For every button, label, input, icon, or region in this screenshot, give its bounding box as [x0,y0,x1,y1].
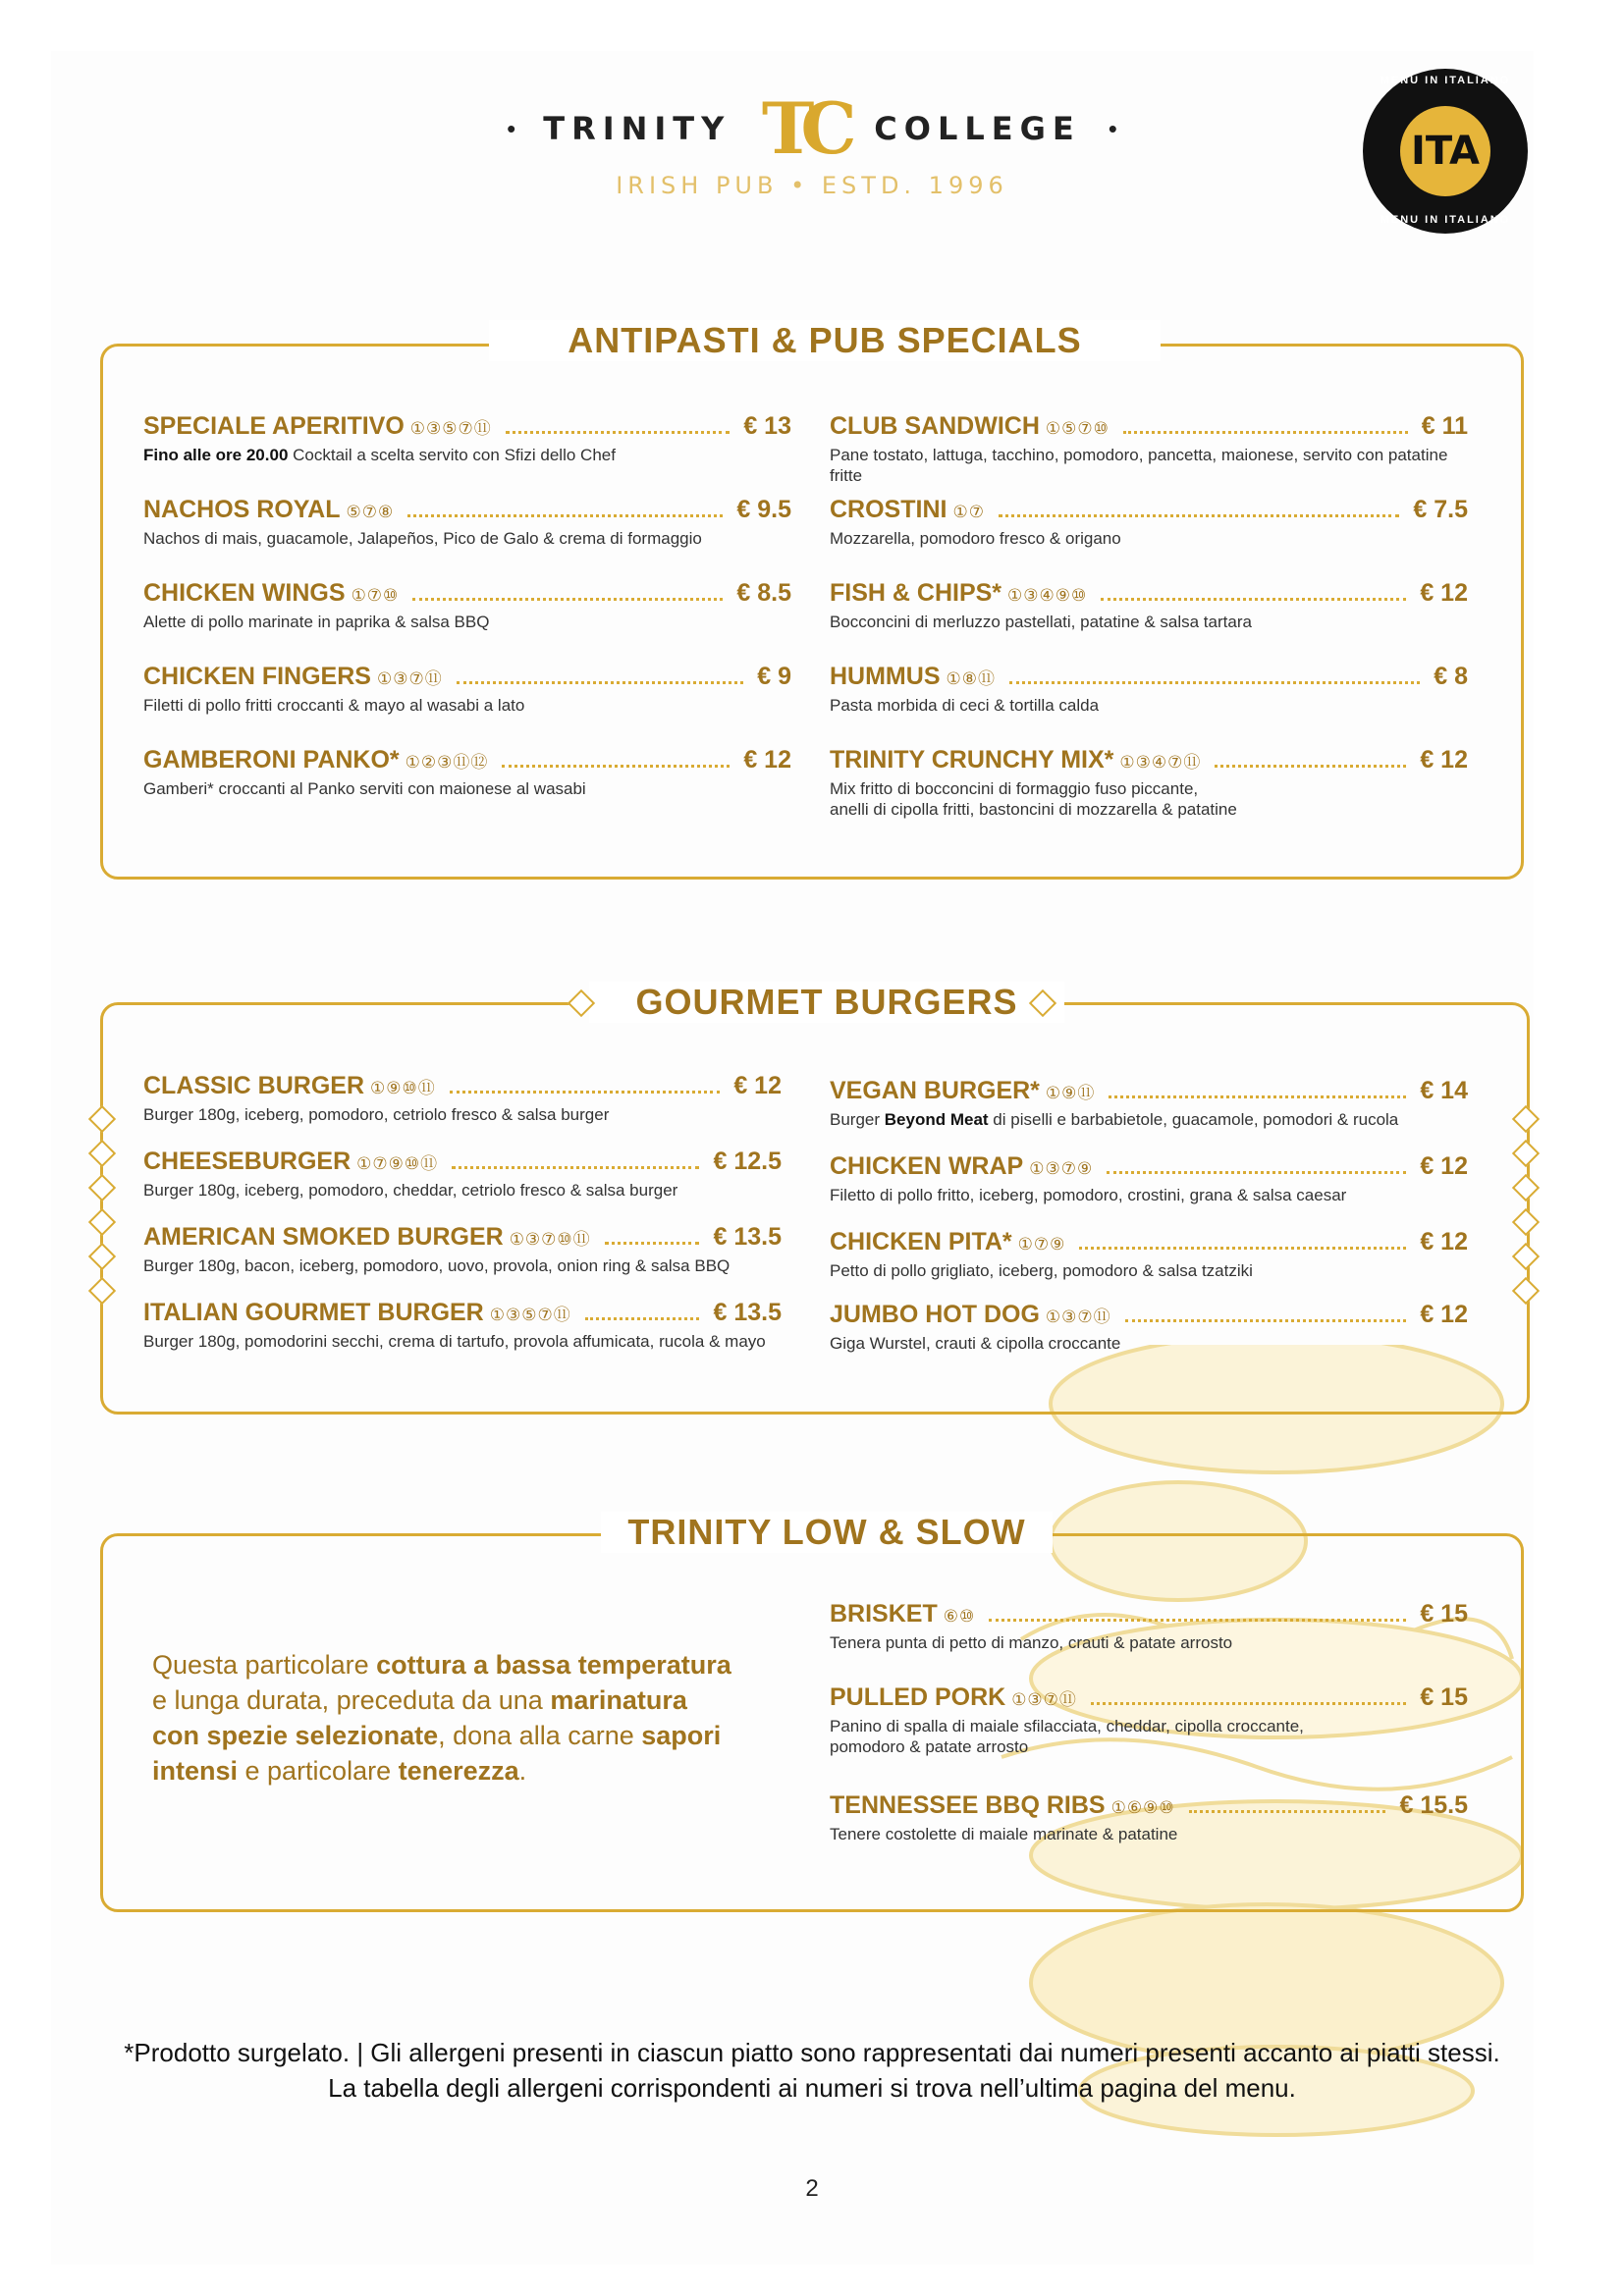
item-name: CHEESEBURGER [143,1148,352,1175]
allergen-icons: ①③④⑦⑪ [1119,753,1202,772]
item-name: JUMBO HOT DOG [830,1301,1040,1328]
menu-item [830,496,1468,549]
item-name: HUMMUS [830,663,941,690]
item-name: CLUB SANDWICH [830,412,1040,440]
item-name: AMERICAN SMOKED BURGER [143,1223,504,1251]
item-desc-text: Cocktail a scelta servito con Sfizi dello Chef [293,446,616,464]
item-name: PULLED PORK [830,1683,1006,1711]
item-description [830,1333,1468,1354]
dot-leader [585,1317,700,1320]
item-description [830,1632,1468,1653]
item-name: NACHOS ROYAL [143,496,341,523]
item-desc-text: Pane tostato, lattuga, tacchino, pomodoro, pancetta, maionese, servito con patatine fritte [830,446,1448,485]
menu-item [143,1148,782,1201]
dot-leader [407,514,723,517]
item-name: TRINITY CRUNCHY MIX* [830,746,1114,774]
allergen-icons: ①③⑦⑨ [1029,1159,1094,1178]
dot-leader [506,431,731,434]
item-description [143,1104,782,1125]
dot-leader [1091,1702,1406,1705]
badge-ring-bottom-text: MENU IN ITALIANO [1380,214,1511,226]
item-head [830,1228,1468,1256]
item-desc-text: Mix fritto di bocconcini di formaggio fuso piccante, [830,779,1199,798]
item-head [830,1152,1468,1181]
dot-leader [1123,431,1408,434]
item-desc-text: Burger 180g, iceberg, pomodoro, cetriolo fresco & salsa burger [143,1105,610,1124]
menu-item [830,1791,1468,1844]
item-head [830,579,1468,608]
item-head [830,1301,1468,1329]
badge-ring-top-text: MENU IN ITALIANO [1380,75,1511,86]
allergen-icons: ①⑥⑨⑩ [1110,1798,1175,1817]
bullet-dot: • [507,113,516,143]
item-head [143,1299,782,1327]
item-price: € 9.5 [736,496,791,523]
item-price: € 7.5 [1413,496,1468,523]
item-head [830,746,1468,774]
brand-left-word: TRINITY [543,110,731,147]
allergen-icons: ①③④⑨⑩ [1007,586,1088,605]
menu-item [830,1683,1468,1757]
item-description [143,778,791,799]
menu-item [830,1152,1468,1205]
allergen-icons: ①⑧⑪ [946,669,996,688]
item-price: € 13.5 [713,1223,782,1251]
allergen-icons: ①⑤⑦⑩ [1045,419,1110,438]
item-desc-text: Gamberi* croccanti al Panko serviti con maionese al wasabi [143,779,586,798]
item-price: € 15.5 [1399,1791,1468,1819]
item-name: CHICKEN WINGS [143,579,346,607]
menu-item [830,1301,1468,1354]
menu-item [830,1077,1468,1130]
item-desc-text: Giga Wurstel, crauti & cipolla croccante [830,1334,1121,1353]
menu-item [143,746,791,799]
dot-leader [605,1242,700,1245]
allergen-icons: ①③⑦⑩⑪ [509,1230,591,1249]
dot-leader [999,514,1399,517]
dot-leader [1009,681,1420,684]
menu-item [830,579,1468,632]
item-desc-text: Panino di spalla di maiale sfilacciata, cheddar, cipolla croccante, [830,1717,1304,1735]
allergen-icons: ①⑨⑪ [1045,1084,1096,1102]
allergen-icons: ①⑦⑩ [351,586,400,605]
item-price: € 8.5 [736,579,791,607]
menu-item [143,412,791,465]
item-price: € 12 [1420,1228,1468,1255]
dot-leader [1109,1095,1406,1098]
item-head [830,1600,1468,1629]
menu-item [830,412,1468,486]
item-price: € 12 [733,1072,782,1099]
item-head [830,1077,1468,1105]
item-name: TENNESSEE BBQ RIBS [830,1791,1106,1819]
item-description [830,445,1468,486]
allergen-icons: ①⑨⑩⑪ [370,1079,436,1097]
item-price: € 13.5 [713,1299,782,1326]
item-desc-text: Pasta morbida di ceci & tortilla calda [830,696,1100,715]
item-name: FISH & CHIPS* [830,579,1002,607]
antipasti-title: ANTIPASTI & PUB SPECIALS [489,320,1161,361]
dot-leader [452,1166,699,1169]
item-head [143,412,791,441]
menu-item [830,746,1468,820]
item-price: € 14 [1420,1077,1468,1104]
menu-item [830,1228,1468,1281]
item-desc-bold: Beyond Meat [884,1110,989,1129]
item-name: GAMBERONI PANKO* [143,746,400,774]
page-number: 2 [805,2175,819,2202]
item-description [143,695,791,716]
item-price: € 12 [1420,1152,1468,1180]
dot-leader [1107,1171,1406,1174]
item-desc-pre: Burger [830,1110,881,1129]
item-price: € 8 [1434,663,1468,690]
item-desc-text: Burger 180g, iceberg, pomodoro, cheddar, cetriolo fresco & salsa burger [143,1181,678,1200]
tc-logo: TC [761,86,843,170]
item-price: € 13 [743,412,791,440]
item-description [143,445,791,465]
item-head [143,1148,782,1176]
item-description [830,1824,1468,1844]
item-price: € 15 [1420,1683,1468,1711]
item-description [830,778,1468,820]
allergen-icons: ⑤⑦⑧ [346,503,395,521]
item-head [143,1072,782,1100]
item-name: CHICKEN FINGERS [143,663,371,690]
item-name: BRISKET [830,1600,938,1628]
item-price: € 12 [1420,579,1468,607]
dot-leader [1079,1247,1406,1250]
menu-item [830,663,1468,716]
item-head [830,663,1468,691]
allergen-icons: ①③⑦⑪ [1045,1308,1111,1326]
item-desc-text-2: anelli di cipolla fritti, bastoncini di mozzarella & patatine [830,800,1237,819]
allergen-icons: ①②③⑪⑫ [405,753,489,772]
item-name: VEGAN BURGER* [830,1077,1040,1104]
menu-item [143,1299,782,1352]
item-head [830,1791,1468,1820]
item-head [143,746,791,774]
item-description [143,1331,782,1352]
item-price: € 11 [1421,412,1468,440]
brand-right-word: COLLEGE [874,110,1081,147]
item-description [143,1255,782,1276]
dot-leader [412,598,723,601]
badge-ita-label: ITA [1400,106,1490,196]
allergen-icons: ①③⑤⑦⑪ [409,419,492,438]
bullet-dot: • [1108,113,1117,143]
dot-leader [989,1619,1406,1622]
item-name: CROSTINI [830,496,947,523]
item-description [143,528,791,549]
item-head [830,1683,1468,1712]
menu-item [143,1072,782,1125]
item-head [143,1223,782,1252]
dot-leader [502,765,730,768]
dot-leader [1101,598,1406,601]
dot-leader [457,681,744,684]
item-price: € 12.5 [713,1148,782,1175]
item-price: € 15 [1420,1600,1468,1628]
item-desc-text: Filetto di pollo fritto, iceberg, pomodoro, crostini, grana & salsa caesar [830,1186,1347,1204]
item-description [143,612,791,632]
allergen-icons: ①⑦⑨ [1017,1235,1066,1254]
allergen-icons: ①③⑤⑦⑪ [489,1306,571,1324]
item-name: SPECIALE APERITIVO [143,412,405,440]
item-desc-text: Burger 180g, pomodorini secchi, crema di tartufo, provola affumicata, rucola & mayo [143,1332,766,1351]
item-name: CHICKEN PITA* [830,1228,1012,1255]
item-description [830,1185,1468,1205]
menu-item [143,1223,782,1276]
item-head [143,663,791,691]
item-head [830,496,1468,524]
item-name: CLASSIC BURGER [143,1072,365,1099]
item-description [830,695,1468,716]
item-desc-text: di piselli e barbabietole, guacamole, pomodori & rucola [993,1110,1399,1129]
item-price: € 12 [1420,746,1468,774]
item-desc-text: Tenere costolette di maiale marinate & patatine [830,1825,1178,1843]
brand-subtitle: IRISH PUB • ESTD. 1996 [616,172,1008,199]
item-desc-text: Burger 180g, bacon, iceberg, pomodoro, uovo, provola, onion ring & salsa BBQ [143,1256,731,1275]
item-desc-text: Mozzarella, pomodoro fresco & origano [830,529,1121,548]
dot-leader [1215,765,1406,768]
item-description [830,612,1468,632]
item-name: ITALIAN GOURMET BURGER [143,1299,484,1326]
menu-item [830,1600,1468,1653]
menu-item [143,663,791,716]
allergen-icons: ①⑦ [952,503,985,521]
item-price: € 12 [1420,1301,1468,1328]
language-badge [1363,69,1528,234]
footnote-line-1: *Prodotto surgelato. | Gli allergeni presenti in ciascun piatto sono rappresentati dai numeri presenti accanto ai piatti stessi. [124,2038,1500,2067]
item-name: CHICKEN WRAP [830,1152,1024,1180]
dot-leader [1189,1810,1386,1813]
item-description [830,1716,1468,1757]
allergen-icons: ⑥⑩ [943,1607,976,1626]
lowslow-title: TRINITY LOW & SLOW [601,1512,1053,1553]
item-desc-text: Nachos di mais, guacamole, Jalapeños, Pico de Galo & crema di formaggio [143,529,702,548]
item-desc-text: Tenera punta di petto di manzo, crauti & patate arrosto [830,1633,1233,1652]
item-desc-text: Filetti di pollo fritti croccanti & mayo al wasabi a lato [143,696,525,715]
item-desc-bold: Fino alle ore 20.00 [143,446,289,464]
allergen-icons: ①⑦⑨⑩⑪ [356,1154,439,1173]
menu-item [143,496,791,549]
burgers-title: GOURMET BURGERS [589,982,1064,1023]
item-desc-text: Bocconcini di merluzzo pastellati, patatine & salsa tartara [830,613,1252,631]
item-head [143,496,791,524]
dot-leader [450,1091,721,1094]
allergen-icons: ①③⑦⑪ [1011,1690,1077,1709]
lowslow-intro: Questa particolare cottura a bassa temperatura e lunga durata, preceduta da una marinatura con spezie selezionate, dona alla carne sapori intensi e particolare tenerezza. [152,1650,731,1786]
item-description [830,528,1468,549]
item-description [830,1260,1468,1281]
item-description [143,1180,782,1201]
item-desc-text: Alette di pollo marinate in paprika & salsa BBQ [143,613,490,631]
item-desc-text: Petto di pollo grigliato, iceberg, pomodoro & salsa tzatziki [830,1261,1253,1280]
item-description [830,1109,1468,1130]
item-head [830,412,1468,441]
allergen-icons: ①③⑦⑪ [376,669,443,688]
item-price: € 9 [757,663,791,690]
footnote-line-2: La tabella degli allergeni corrispondenti ai numeri si trova nell’ultima pagina del menu. [328,2073,1296,2103]
dot-leader [1125,1319,1407,1322]
menu-item [143,579,791,632]
item-head [143,579,791,608]
allergen-footnote [0,2035,1624,2106]
item-price: € 12 [743,746,791,774]
item-desc-text-2: pomodoro & patate arrosto [830,1737,1029,1756]
